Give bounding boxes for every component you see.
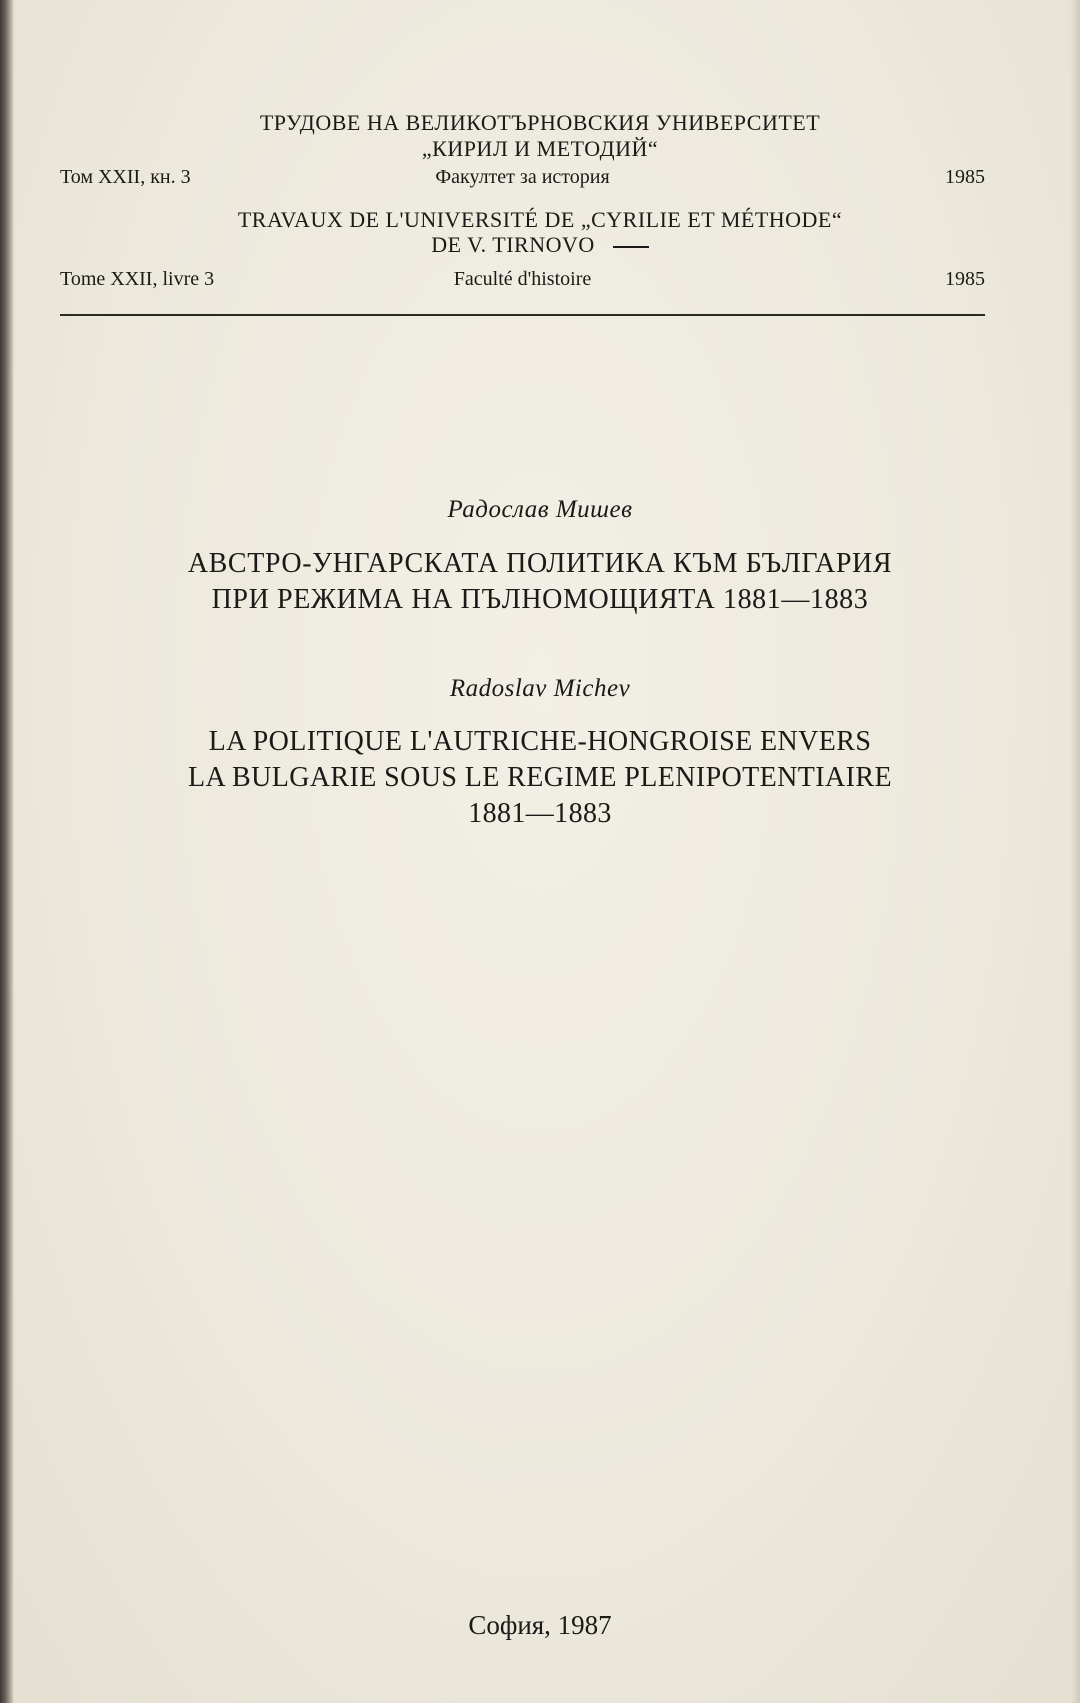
title-fr-line2: LA BULGARIE SOUS LE REGIME PLENIPOTENTIAIRE <box>188 762 892 793</box>
year-fr: 1985 <box>945 268 985 290</box>
volume-fr: Tome XXII, livre 3 <box>60 268 215 290</box>
faculty-bg: Факултет за история <box>435 166 610 188</box>
faculty-fr: Faculté d'histoire <box>453 268 592 290</box>
header-bg-line1: ТРУДОВЕ НА ВЕЛИКОТЪРНОВСКИЯ УНИВЕРСИТЕТ <box>259 110 821 135</box>
title-fr-line3: 1881—1883 <box>468 798 612 829</box>
header-fr-meta <box>60 268 985 296</box>
year-bg: 1985 <box>945 166 985 188</box>
title-bg-line1: АВСТРО-УНГАРСКАТА ПОЛИТИКА КЪМ БЪЛГАРИЯ <box>187 548 893 579</box>
header-bg-meta <box>60 166 985 194</box>
header-bg-line2: „КИРИЛ И МЕТОДИЙ“ <box>421 136 659 161</box>
author-fr: Radoslav Michev <box>449 675 631 702</box>
imprint: София, 1987 <box>468 1610 612 1640</box>
header-fr-line2: DE V. TIRNOVO <box>431 232 595 257</box>
header-fr-line1: TRAVAUX DE L'UNIVERSITÉ DE „CYRILIE ET MÉTHODE“ <box>237 207 843 232</box>
header-fr-line2-wrap <box>0 232 1080 258</box>
title-bg-line2: ПРИ РЕЖИМА НА ПЪЛНОМОЩИЯТА 1881—1883 <box>211 584 869 615</box>
dash-mark <box>613 246 649 248</box>
header-rule <box>60 314 985 316</box>
author-bg: Радослав Мишев <box>447 496 633 523</box>
title-fr-line1: LA POLITIQUE L'AUTRICHE-HONGROISE ENVERS <box>208 726 872 757</box>
volume-bg: Том XXII, кн. 3 <box>60 166 191 188</box>
